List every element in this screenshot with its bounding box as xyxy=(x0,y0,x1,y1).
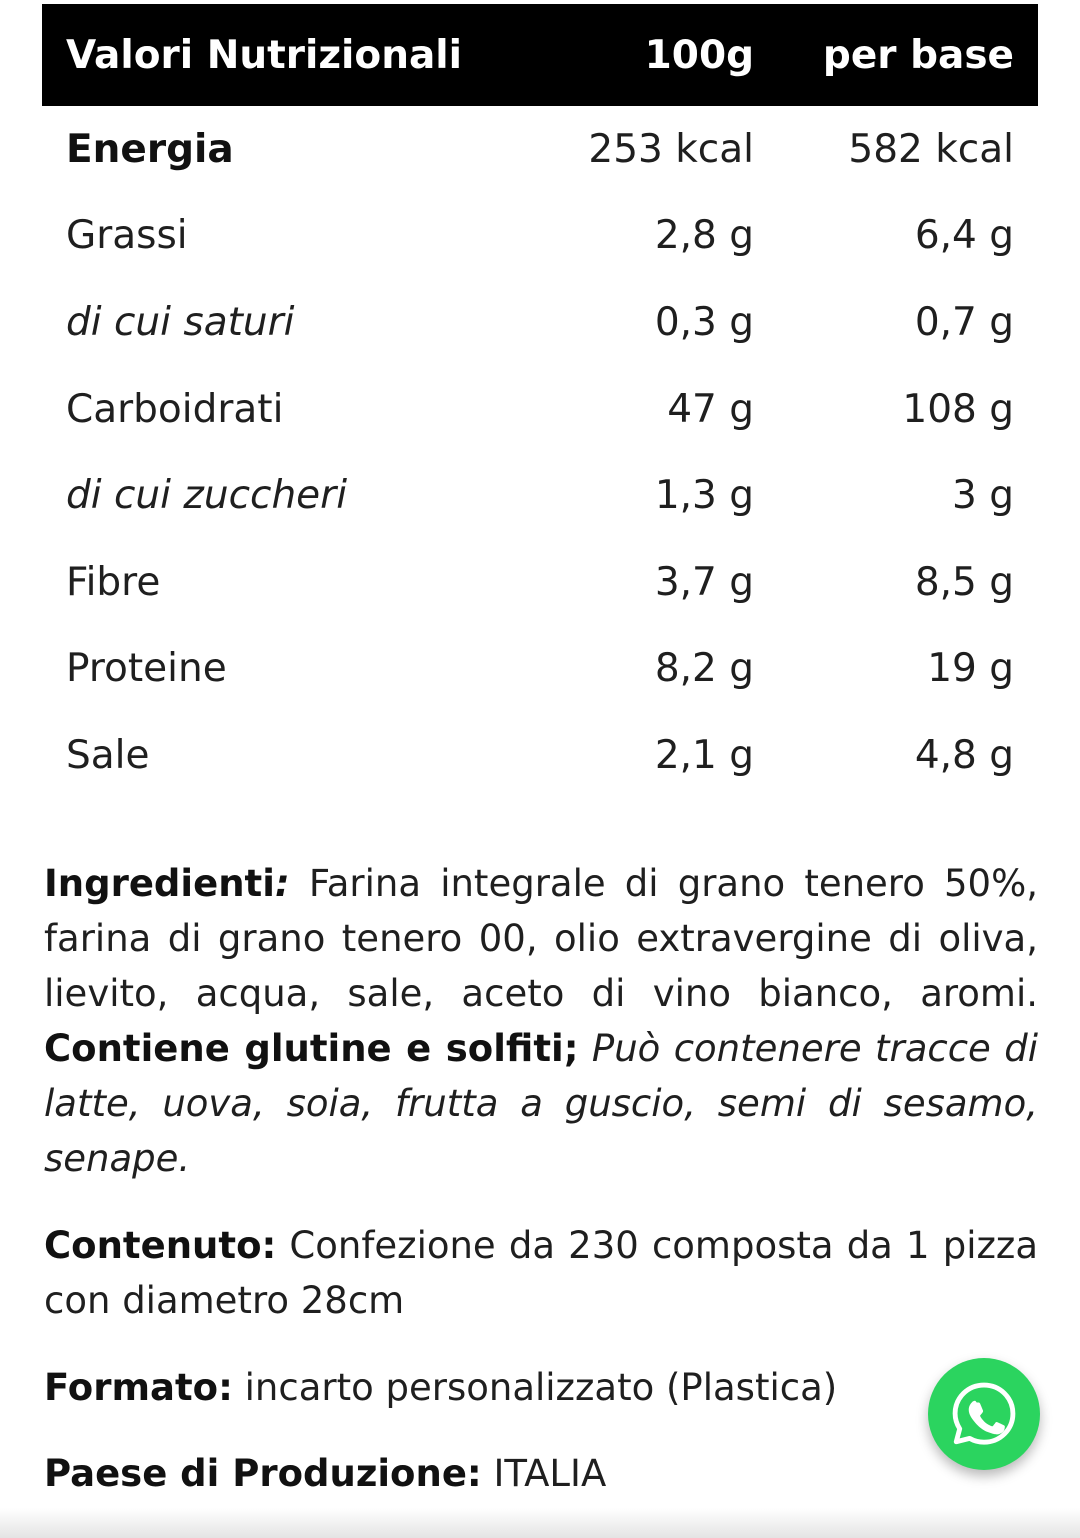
paese-label: Paese di Produzione: xyxy=(44,1452,482,1495)
value-100g: 8,2 g xyxy=(654,646,754,692)
header-title: Valori Nutrizionali xyxy=(66,32,463,78)
whatsapp-button[interactable] xyxy=(928,1358,1040,1470)
nutrient-name: di cui zuccheri xyxy=(66,473,348,519)
nutrient-name: Fibre xyxy=(66,559,161,605)
nutrition-row xyxy=(42,193,1038,280)
nutrient-name: Carboidrati xyxy=(66,386,284,432)
nutrition-table xyxy=(42,4,1038,799)
value-per-base: 3 g xyxy=(952,473,1014,519)
value-per-base: 582 kcal xyxy=(848,126,1014,172)
header-per-base: per base xyxy=(822,32,1014,78)
nutrient-name: di cui saturi xyxy=(66,299,295,345)
nutrition-row xyxy=(42,452,1038,539)
nutrition-row xyxy=(42,279,1038,366)
nutrition-row xyxy=(42,539,1038,626)
nutrient-name: Sale xyxy=(66,732,150,778)
nutrition-row xyxy=(42,366,1038,453)
value-100g: 1,3 g xyxy=(654,473,754,519)
value-per-base: 8,5 g xyxy=(914,559,1014,605)
nutrient-name: Proteine xyxy=(66,646,227,692)
value-100g: 2,8 g xyxy=(654,213,754,259)
formato-text: incarto personalizzato (Plastica) xyxy=(232,1366,838,1409)
paese-text: ITALIA xyxy=(481,1452,607,1495)
value-100g: 0,3 g xyxy=(654,299,754,345)
nutrition-table-body xyxy=(42,106,1038,799)
bottom-fade xyxy=(0,1508,1080,1538)
ingredients-label: Ingredienti xyxy=(44,862,275,905)
formato-paragraph xyxy=(44,1360,1038,1415)
value-per-base: 0,7 g xyxy=(914,299,1014,345)
nutrition-table-header xyxy=(42,4,1038,106)
nutrient-name: Energia xyxy=(66,126,234,172)
ingredients-text: Farina integrale di grano tenero 50%, farina di grano tenero 00, olio extravergine di oliva, lievito, acqua, sale, aceto di vino bianco, aromi. xyxy=(44,862,1038,1015)
ingredients-paragraph xyxy=(44,856,1038,1186)
value-per-base: 19 g xyxy=(927,646,1014,692)
value-100g: 2,1 g xyxy=(654,732,754,778)
ingredients-colon: : xyxy=(274,862,290,905)
whatsapp-icon xyxy=(947,1377,1021,1451)
nutrition-row xyxy=(42,106,1038,193)
nutrition-row xyxy=(42,626,1038,713)
nutrient-name: Grassi xyxy=(66,213,188,259)
value-100g: 253 kcal xyxy=(588,126,754,172)
value-per-base: 108 g xyxy=(902,386,1014,432)
value-100g: 3,7 g xyxy=(654,559,754,605)
traces-text: Può contenere tracce di latte, uova, soia, frutta a guscio, semi di sesamo, senape. xyxy=(44,1027,1038,1180)
contenuto-paragraph xyxy=(44,1218,1038,1328)
value-100g: 47 g xyxy=(667,386,754,432)
contenuto-label: Contenuto: xyxy=(44,1224,277,1267)
value-per-base: 6,4 g xyxy=(914,213,1014,259)
nutrition-row xyxy=(42,712,1038,799)
value-per-base: 4,8 g xyxy=(914,732,1014,778)
allergens-text: Contiene glutine e solfiti; xyxy=(44,1027,579,1070)
paese-paragraph xyxy=(44,1446,1038,1501)
formato-label: Formato: xyxy=(44,1366,233,1409)
header-100g: 100g xyxy=(644,32,754,78)
contenuto-text: Confezione da 230 composta da 1 pizza con diametro 28cm xyxy=(44,1224,1038,1322)
